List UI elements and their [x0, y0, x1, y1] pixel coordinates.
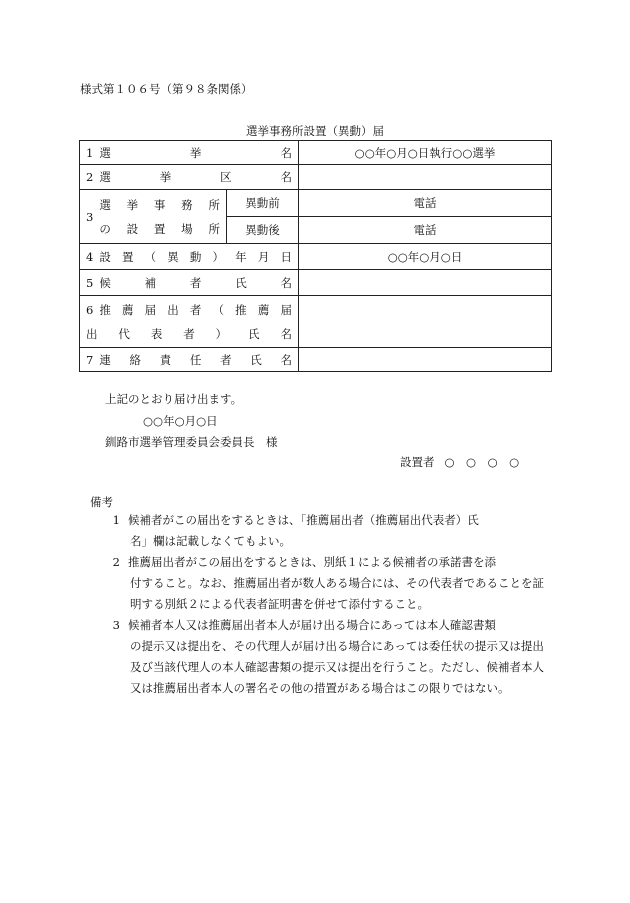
label-char: 代	[118, 326, 130, 341]
recommender-name-value	[299, 296, 552, 348]
row-electoral-district	[80, 165, 552, 190]
row-number: 4	[86, 249, 94, 264]
candidate-name-value	[299, 270, 552, 296]
change-date-value: ○○年○月○日	[299, 244, 552, 270]
note-text-first-line: 推薦届出者がこの届出をするときは、別紙１による候補者の承諾書を添	[128, 555, 496, 569]
note-number: 1	[112, 513, 120, 527]
row-number: 5	[86, 275, 94, 290]
after-change-label: 異動後	[227, 217, 299, 244]
closing-date: ○○年○月○日	[143, 414, 218, 428]
label-char: （	[144, 249, 157, 264]
label-char: ）	[212, 249, 225, 264]
election-name-value: ○○年○月○日執行○○選挙	[299, 141, 552, 165]
note-text-continued: の提示又は提出を、その代理人が届け出る場合にあっては委任状の提示又は提出及び当該代理人の本人確認書類の提示又は提出を行うこと。ただし、候補者本人又は推薦届出者本人の署名その他の措置がある場合はこの限りではない。	[130, 639, 544, 695]
label-char: 責	[159, 352, 172, 367]
row-number: 6	[86, 302, 94, 317]
label-char: 表	[150, 326, 163, 341]
form-number: 様式第１０６号（第９８条関係）	[80, 82, 253, 96]
label-char: 届	[144, 302, 157, 317]
row-number: 1	[86, 145, 94, 160]
label-char: ）	[215, 326, 228, 341]
note-item	[90, 510, 555, 552]
label-char: 設	[99, 249, 111, 264]
row-label-line2	[86, 326, 292, 342]
founder-label: 設置者	[400, 455, 435, 469]
note-item	[90, 615, 555, 699]
label-char: 推	[99, 302, 111, 317]
electoral-district-value	[299, 165, 552, 190]
contact-person-value	[299, 348, 552, 372]
label-char: 選	[99, 197, 111, 212]
row-label	[99, 275, 292, 291]
label-char: 所	[208, 197, 220, 212]
after-change-phone: 電話	[299, 217, 552, 244]
label-char: 出	[86, 326, 98, 341]
label-char: 薦	[257, 302, 270, 317]
notification-table	[79, 140, 552, 372]
label-char: 出	[167, 302, 179, 317]
label-char: 氏	[250, 352, 262, 367]
row-election-name	[80, 141, 552, 165]
label-char: 年	[235, 249, 247, 264]
note-number: 3	[112, 618, 120, 632]
label-char: 日	[280, 249, 292, 264]
note-text-continued: 名」欄は記載しなくてもよい。	[130, 534, 291, 548]
label-char: 置	[153, 221, 166, 236]
founder-name: ○ ○ ○ ○	[444, 455, 520, 469]
row-number: 7	[86, 352, 94, 367]
note-text-first-line: 候補者がこの届出をするときは、「推薦届出者（推薦届出代表者）氏	[128, 513, 479, 527]
label-char: 挙	[159, 170, 172, 184]
row-label-line1	[99, 302, 292, 318]
label-char: 者	[189, 302, 202, 317]
label-char: 動	[189, 249, 202, 264]
founder-signature	[400, 454, 519, 470]
note-number: 2	[112, 555, 120, 569]
row-candidate-name	[80, 270, 552, 296]
label-char: 推	[235, 302, 247, 317]
note-text-first-line: 候補者本人又は推薦届出者本人が届け出る場合にあっては本人確認書類	[128, 618, 496, 632]
row-label	[99, 169, 292, 185]
closing-text: 上記のとおり届け出ます。	[105, 392, 243, 406]
row-label-line2	[99, 221, 220, 237]
row-office-location-before	[80, 190, 552, 217]
label-char: 者	[220, 352, 232, 367]
label-char: 薦	[121, 302, 134, 317]
label-char: 務	[181, 197, 193, 212]
row-contact-person	[80, 348, 552, 372]
label-char: 挙	[126, 197, 139, 212]
row-recommender-name	[80, 296, 552, 348]
row-label	[99, 145, 292, 161]
form-title: 選挙事務所設置（異動）届	[246, 124, 384, 138]
label-char: 連	[99, 352, 111, 367]
row-change-date	[80, 244, 552, 270]
label-char: の	[99, 221, 111, 236]
label-char: 者	[189, 275, 202, 290]
addressee: 釧路市選挙管理委員会委員長 様	[105, 435, 278, 449]
note-text-continued: 付すること。なお、推薦届出者が数人ある場合には、その代表者であることを証明する別紙２による代表者証明書を併せて添付すること。	[130, 576, 544, 611]
label-char: 名	[280, 326, 292, 341]
label-char: 置	[121, 249, 134, 264]
label-char: 選	[99, 170, 111, 184]
label-char: 月	[257, 249, 270, 264]
label-char: 異	[167, 249, 179, 264]
label-char: 名	[280, 352, 292, 367]
label-char: 選	[99, 145, 111, 160]
label-char: 届	[280, 302, 292, 317]
before-change-phone: 電話	[299, 190, 552, 217]
note-item	[90, 552, 555, 615]
label-char: 氏	[235, 275, 247, 290]
label-char: 名	[280, 170, 292, 184]
label-char: 名	[280, 145, 293, 160]
label-char: 区	[220, 170, 232, 184]
label-char: 氏	[248, 326, 260, 341]
label-char: 補	[144, 275, 157, 290]
label-char: 挙	[189, 145, 202, 160]
label-char: 所	[208, 221, 220, 236]
row-label	[99, 249, 292, 265]
row-label	[99, 352, 292, 368]
label-char: 名	[280, 275, 293, 290]
label-char: 者	[183, 326, 195, 341]
label-char: 絡	[129, 352, 142, 367]
row-number: 2	[86, 170, 94, 184]
label-char: 任	[189, 352, 202, 367]
row-number: 3	[86, 209, 94, 224]
label-char: 候	[99, 275, 111, 290]
label-char: 場	[181, 221, 193, 236]
label-char: 事	[153, 197, 166, 212]
label-char: 設	[126, 221, 139, 236]
before-change-label: 異動前	[227, 190, 299, 217]
row-label-line1	[99, 197, 220, 213]
label-char: （	[212, 302, 225, 317]
notes-heading: 備考	[90, 495, 113, 509]
